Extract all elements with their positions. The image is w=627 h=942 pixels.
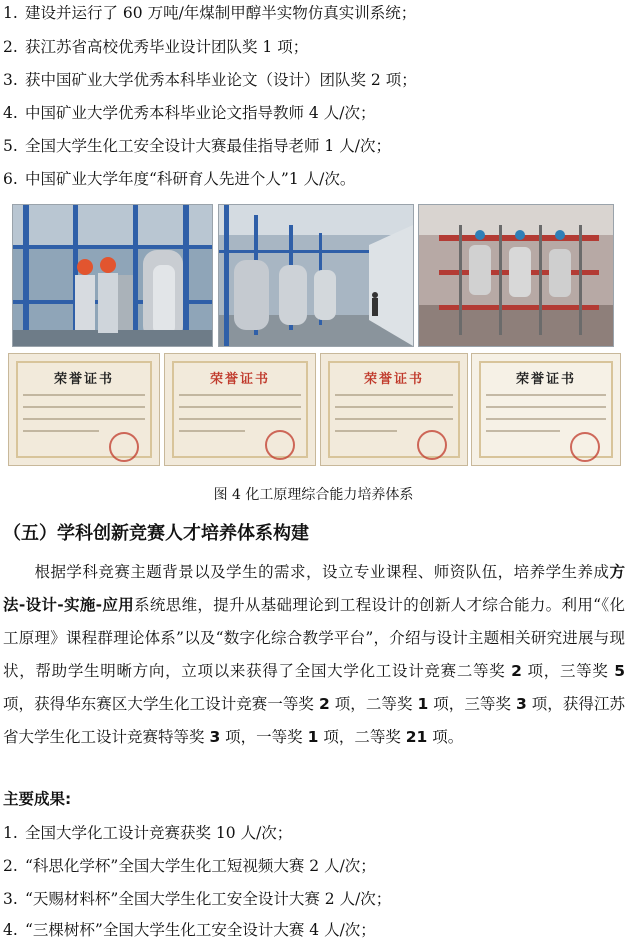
lab-photo-corridor (218, 204, 414, 347)
list-item: 1. 建设并运行了 60 万吨/年煤制甲醇半实物仿真实训系统； (3, 4, 417, 22)
red-seal-icon (265, 430, 295, 460)
list-item: 1. 全国大学化工设计竞赛获奖 10 人/次； (3, 824, 293, 842)
red-seal-icon (417, 430, 447, 460)
list-item: 3. 获中国矿业大学优秀本科毕业论文（设计）团队奖 2 项； (3, 71, 417, 89)
certificate-text-line (23, 406, 145, 408)
certificate-text-line (23, 430, 99, 432)
list-item: 6. 中国矿业大学年度“科研育人先进个人”1 人/次。 (3, 170, 356, 188)
certificate-text-line (486, 418, 606, 420)
results-heading: 主要成果: (3, 790, 72, 808)
list-item: 3. “天赐材料杯”全国大学生化工安全设计大赛 2 人/次； (3, 890, 392, 908)
certificate-text-line (23, 394, 145, 396)
list-item: 5. 全国大学生化工安全设计大赛最佳指导老师 1 人/次； (3, 137, 391, 155)
certificate-text-line (335, 406, 453, 408)
list-item: 2. “科思化学杯”全国大学生化工短视频大赛 2 人/次； (3, 857, 376, 875)
honor-certificate: 荣誉证书 (320, 353, 468, 466)
section-heading: （五）学科创新竞赛人才培养体系构建 (3, 523, 309, 544)
certificate-text-line (179, 430, 245, 432)
list-item: 4. “三棵树杯”全国大学生化工安全设计大赛 4 人/次； (3, 921, 376, 939)
lab-photo-reactors-image (419, 205, 613, 346)
certificate-text-line (486, 430, 560, 432)
honor-certificate: 荣誉证书 (164, 353, 316, 466)
honor-certificate: 荣誉证书 (8, 353, 160, 466)
certificate-text-line (335, 430, 397, 432)
body-paragraph: 根据学科竞赛主题背景以及学生的需求，设立专业课程、师资队伍，培养学生养成方法-设计-实施-应用系统思维，提升从基础理论到工程设计的创新人才综合能力。利用“《化工原理》课程群理论体系”以及“数字化综合教学平台”，介绍与设计主题相关研究进展与现状，帮助学生明晰方向，立项以来获得了全国大学化工设计竞赛二等奖 2 项，三等奖 5 项，获得华东赛区大学生化工设计竞赛一等奖 2 项，二等奖 1 项，三等奖 3 项，获得江苏省大学生化工设计竞赛特等奖 3 项，一等奖 1 项，二等奖 21 项。 (3, 563, 625, 746)
certificate-text-line (179, 394, 301, 396)
certificate-text-line (486, 406, 606, 408)
lab-photo-workers-image (13, 205, 212, 346)
lab-photo-workers (12, 204, 213, 347)
certificate-text-line (23, 418, 145, 420)
certificate-text-line (335, 418, 453, 420)
certificate-text-line (179, 418, 301, 420)
honor-certificate: 荣誉证书 (471, 353, 621, 466)
list-item: 2. 获江苏省高校优秀毕业设计团队奖 1 项； (3, 38, 309, 56)
red-seal-icon (570, 432, 600, 462)
certificate-text-line (486, 394, 606, 396)
list-item: 4. 中国矿业大学优秀本科毕业论文指导教师 4 人/次； (3, 104, 376, 122)
red-seal-icon (109, 432, 139, 462)
lab-photo-reactors (418, 204, 614, 347)
lab-photo-corridor-image (219, 205, 413, 346)
figure-caption: 图 4 化工原理综合能力培养体系 (213, 487, 414, 503)
certificate-text-line (179, 406, 301, 408)
certificate-text-line (335, 394, 453, 396)
